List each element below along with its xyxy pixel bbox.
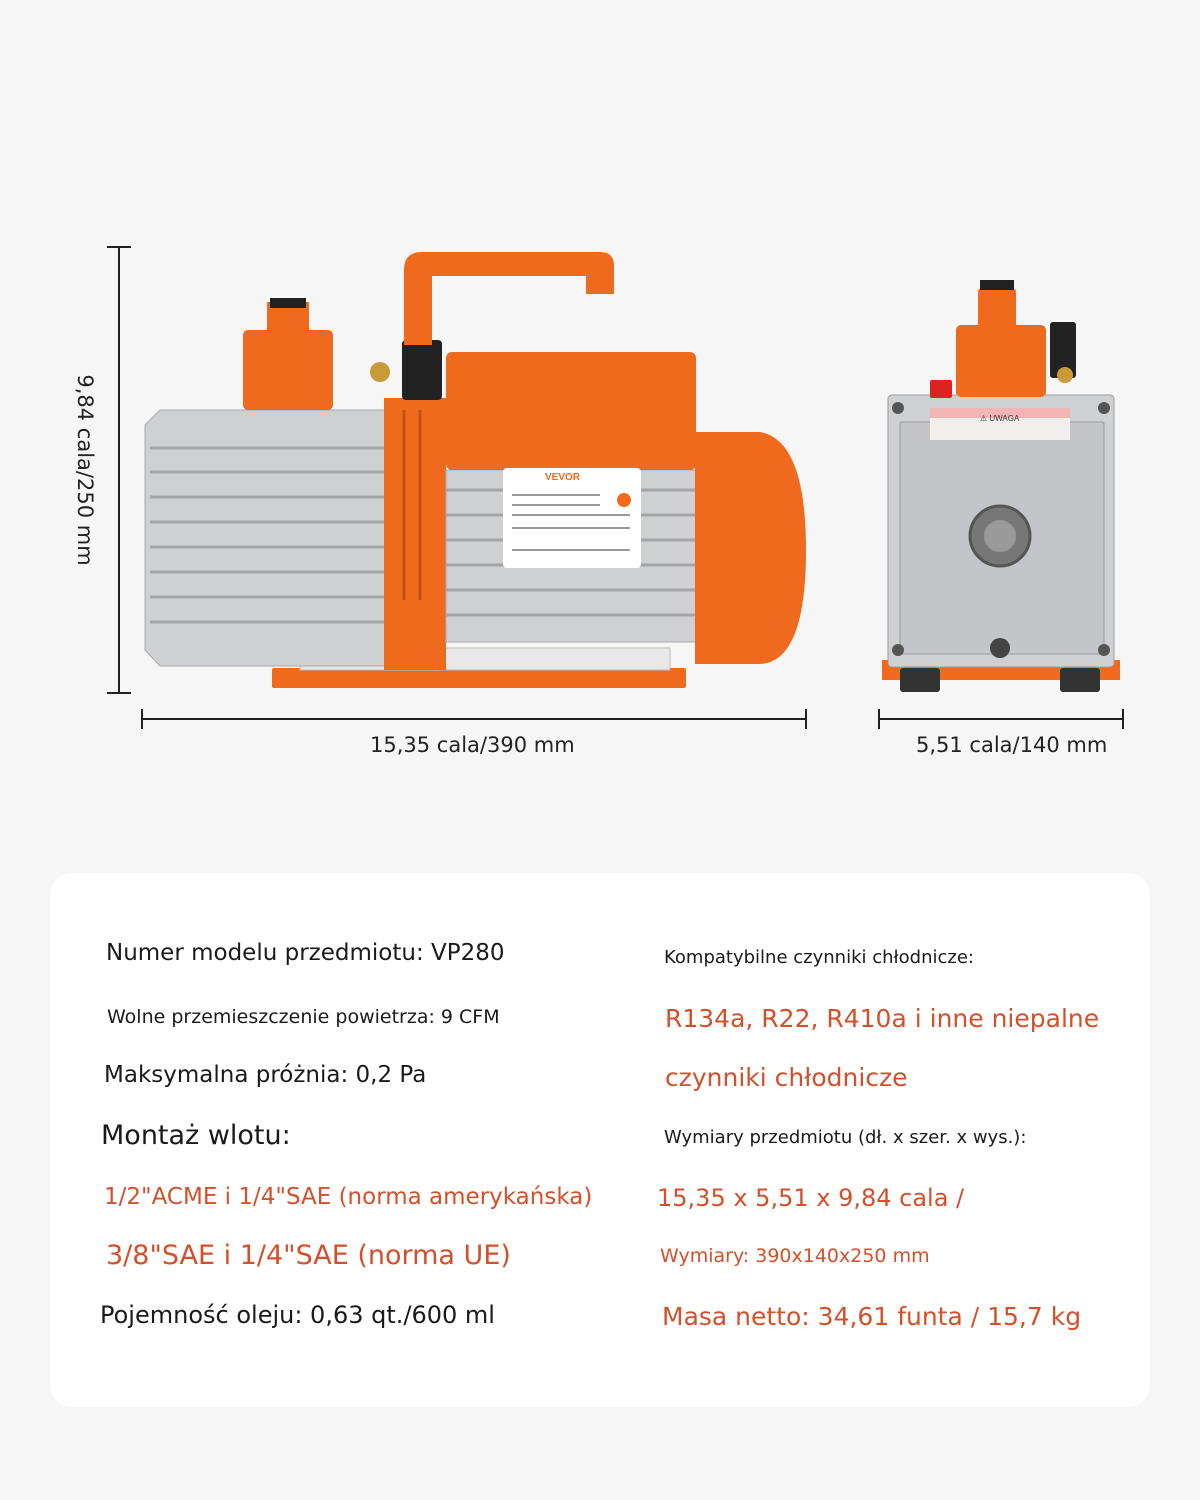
spec-model: Numer modelu przedmiotu: VP280 [106,940,505,966]
spec-refrigerants-heading: Kompatybilne czynniki chłodnicze: [664,947,974,968]
vevor-label-text: VEVOR [545,472,581,483]
spec-max-vacuum: Maksymalna próżnia: 0,2 Pa [104,1062,427,1088]
height-dimension-label: 9,84 cala/250 mm [73,374,97,566]
specs-card [50,873,1150,1407]
spec-dims-mm: Wymiary: 390x140x250 mm [660,1245,930,1267]
spec-inlet-us: 1/2"ACME i 1/4"SAE (norma amerykańska) [104,1184,593,1210]
spec-dims-heading: Wymiary przedmiotu (dł. x szer. x wys.): [664,1127,1027,1148]
spec-inlet-eu: 3/8"SAE i 1/4"SAE (norma UE) [106,1240,511,1271]
spec-dims-inches: 15,35 x 5,51 x 9,84 cala / [657,1184,965,1212]
pump-side-view-image [0,0,860,700]
warning-label-text: ⚠ UWAGA [980,414,1020,423]
spec-refrigerants-line2: czynniki chłodnicze [665,1063,908,1092]
spec-refrigerants-line1: R134a, R22, R410a i inne niepalne [665,1004,1100,1033]
spec-inlet-heading: Montaż wlotu: [101,1120,291,1151]
spec-oil-capacity: Pojemność oleju: 0,63 qt./600 ml [100,1301,495,1329]
spec-net-weight: Masa netto: 34,61 funta / 15,7 kg [662,1302,1082,1331]
length-dimension-label: 15,35 cala/390 mm [370,733,575,757]
spec-air-displacement: Wolne przemieszczenie powietrza: 9 CFM [107,1006,500,1028]
width-dimension-label: 5,51 cala/140 mm [916,733,1108,757]
pump-front-view-image [870,240,1130,700]
